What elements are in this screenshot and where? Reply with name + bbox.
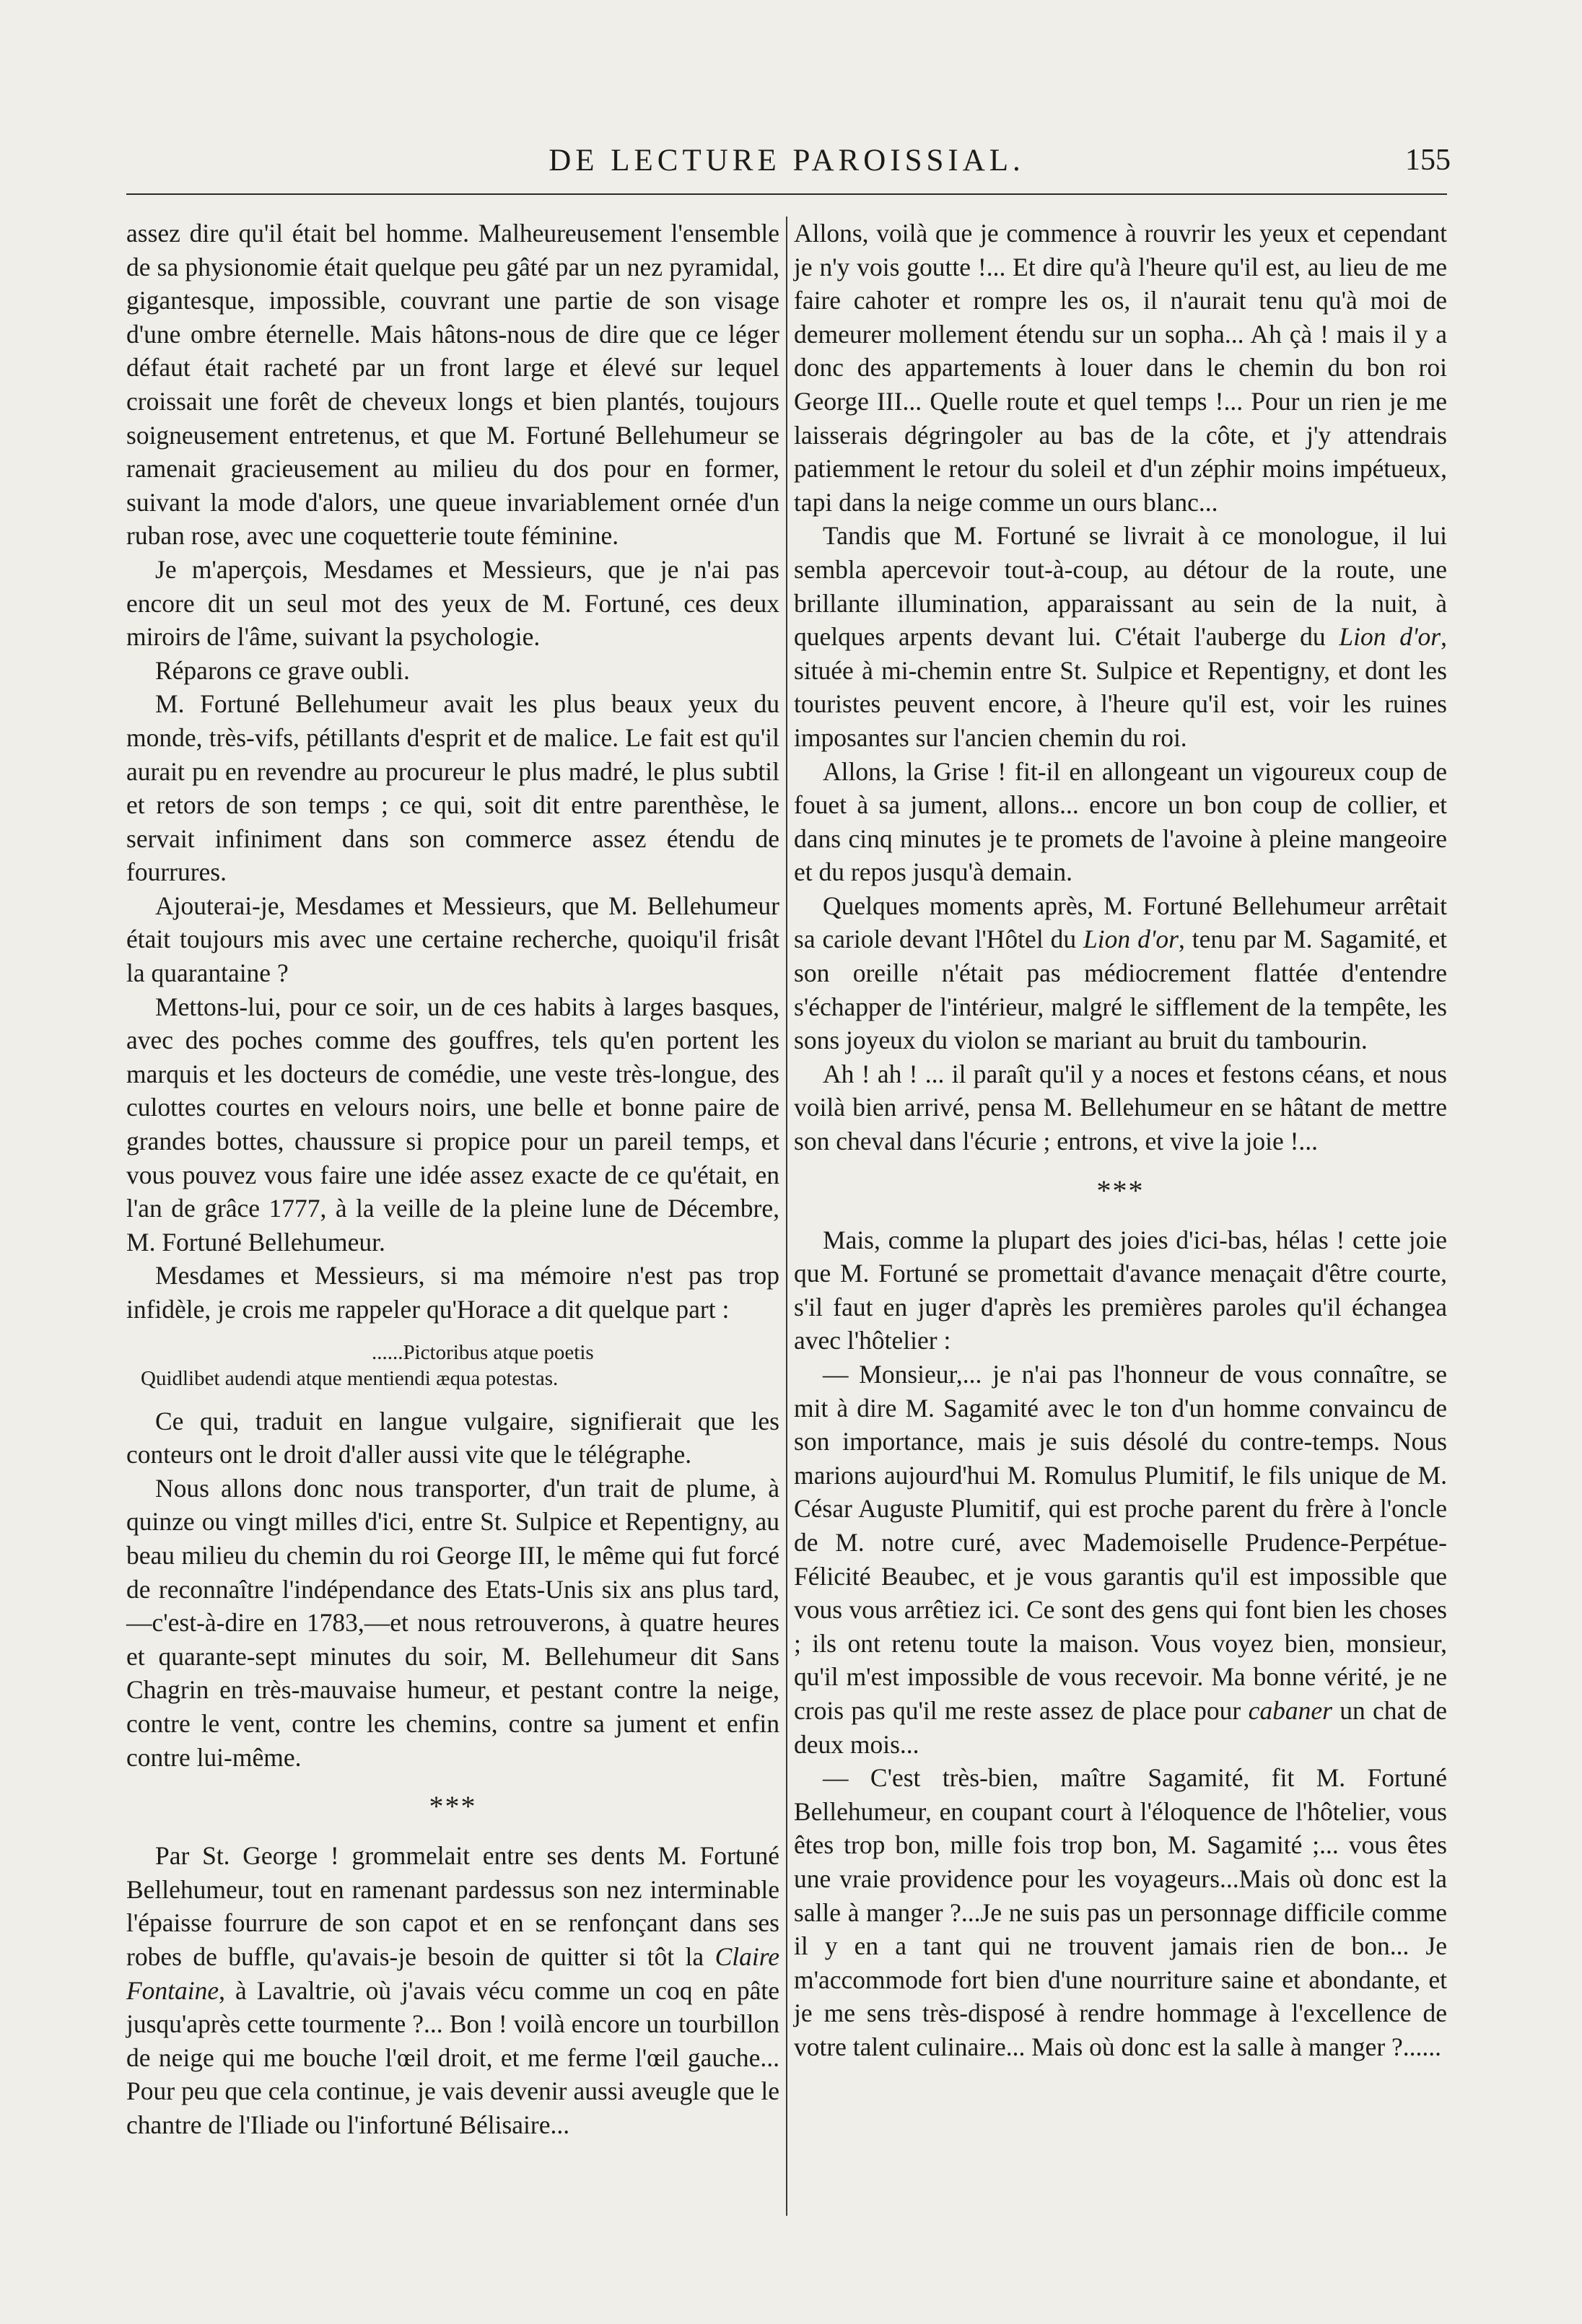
paragraph: Réparons ce grave oubli. bbox=[155, 655, 410, 685]
text-run: un chat de deux mois... bbox=[794, 1695, 1447, 1759]
header-rule bbox=[126, 193, 1447, 195]
paragraph bbox=[794, 519, 1447, 754]
text-run: Quelques moments après, M. Fortuné Bellehumeur arrêtait sa cariole devant l'Hôtel du bbox=[794, 891, 1447, 954]
paragraph: Ah ! ah ! ... il paraît qu'il y a noces et festons céans, et nous voilà bien arrivé, pensa M. Bellehumeur en se hâtant de mettre son cheval dans l'écurie ; entrons, et vive la joie !... bbox=[794, 1059, 1447, 1156]
running-title: DE LECTURE PAROISSIAL. bbox=[549, 144, 1025, 178]
text-run: — Monsieur,... je n'ai pas l'honneur de vous connaître, se mit à dire M. Sagamité avec le ton d'un homme convaincu de son importance, mais je suis désolé du contre-temps. Nous marions aujourd'hui M. Romulus Plumitif, le fils unique de M. César Auguste Plumitif, qui est proche parent du frère à l'oncle de M. notre curé, avec Mademoiselle Prudence-Perpétue-Félicité Beaubec, et je vous garantis qu'il est impossible que vous vous arrêtiez ici. Ce sont des gens qui font bien les choses ; ils ont retenu toute la maison. Vous voyez bien, monsieur, qu'il m'est impossible de vous recevoir. Ma bonne vérité, je ne crois pas qu'il me reste assez de place pour bbox=[794, 1360, 1447, 1725]
paragraph: M. Fortuné Bellehumeur avait les plus beaux yeux du monde, très-vifs, pétillants d'esprit et de malice. Le fait est qu'il aurait pu en revendre au procureur le plus madré, le plus subtil et retors de son temps ; ce qui, soit dit entre parenthèse, le servait infiniment dans son commerce assez étendu de fourrures. bbox=[126, 689, 779, 887]
right-column bbox=[794, 217, 1447, 2063]
section-asterism: *** bbox=[429, 1790, 477, 1823]
paragraph: Mettons-lui, pour ce soir, un de ces habits à larges basques, avec des poches comme des gouffres, tels qu'en portent les marquis et les docteurs de comédie, une veste très-longue, des culottes courtes en velours noirs, une belle et bonne paire de grandes bottes, chaussure si propice pour un pareil temps, et vous pouvez vous faire une idée assez exacte de ce qu'était, en l'an de grâce 1777, à la veille de la pleine lune de Décembre, M. Fortuné Bellehumeur. bbox=[126, 992, 779, 1257]
text-run: Par St. George ! grommelait entre ses dents M. Fortuné Bellehumeur, tout en ramenant pardessus son nez interminable l'épaisse fourrure de son capot et en se renfonçant dans ses robes de buffle, qu'avais-je besoin de quitter si tôt la bbox=[126, 1841, 779, 1971]
italic-word: cabaner bbox=[1248, 1695, 1332, 1725]
verse-line: ......Pictoribus atque poetis bbox=[372, 1340, 594, 1364]
paragraph: Ajouterai-je, Mesdames et Messieurs, que M. Bellehumeur était toujours mis avec une certaine recherche, quoiqu'il frisât la quarantaine ? bbox=[126, 891, 779, 988]
paragraph: Je m'aperçois, Mesdames et Messieurs, que je n'ai pas encore dit un seul mot des yeux de M. Fortuné, ces deux miroirs de l'âme, suivant la psychologie. bbox=[126, 554, 779, 652]
paragraph bbox=[794, 1358, 1447, 1761]
text-run: Tandis que M. Fortuné se livrait à ce monologue, il lui sembla apercevoir tout-à-coup, au détour de la route, une brillante illumination, apparaissant au sein de la nuit, à quelques arpents devant lui. C'était l'auberge du bbox=[794, 521, 1447, 652]
latin-quotation bbox=[126, 1340, 779, 1392]
paragraph: assez dire qu'il était bel homme. Malheureusement l'ensemble de sa physionomie était quelque peu gâté par un nez pyramidal, gigantesque, impossible, couvrant une partie de son visage d'une ombre éternelle. Mais hâtons-nous de dire que ce léger défaut était racheté par un front large et élevé sur lequel croissait une forêt de cheveux longs et bien plantés, toujours soigneusement entretenus, et que M. Fortuné Bellehumeur se ramenait gracieusement au milieu du dos pour en former, suivant la mode d'alors, une queue invariablement ornée d'un ruban rose, avec une coquetterie toute féminine. bbox=[126, 219, 779, 551]
paragraph: Allons, la Grise ! fit-il en allongeant un vigoureux coup de fouet à sa jument, allons... encore un bon coup de collier, et dans cinq minutes je te promets de l'avoine à pleine mangeoire et du repos jusqu'à demain. bbox=[794, 756, 1447, 887]
text-run: , située à mi-chemin entre St. Sulpice et Repentigny, et dont les touristes peuvent encore, à l'heure qu'il est, voir les ruines imposantes sur l'ancien chemin du roi. bbox=[794, 622, 1448, 752]
page-header bbox=[123, 143, 1451, 186]
italic-title: Claire Fontaine bbox=[126, 1941, 779, 2005]
text-run: , à Lavaltrie, où j'avais vécu comme un coq en pâte jusqu'après cette tourmente ?... Bon ! voilà encore un tourbillon de neige qui me bouche l'œil droit, et me ferme l'œil gauche... Pour peu que cela continue, je vais devenir aussi aveugle que le chantre de l'Iliade ou l'infortuné Bélisaire... bbox=[126, 1975, 779, 2139]
paragraph: Nous allons donc nous transporter, d'un trait de plume, à quinze ou vingt milles d'ici, entre St. Sulpice et Repentigny, au beau milieu du chemin du roi George III, le même qui fut forcé de reconnaître l'indépendance des Etats-Unis six ans plus tard,—c'est-à-dire en 1783,—et nous retrouverons, à quatre heures et quarante-sept minutes du soir, M. Bellehumeur dit Sans Chagrin en très-mauvaise humeur, et pestant contre la neige, contre le vent, contre les chemins, contre sa jument et enfin contre lui-même. bbox=[126, 1473, 779, 1772]
page-number: 155 bbox=[1405, 144, 1451, 177]
paragraph: Mesdames et Messieurs, si ma mémoire n'est pas trop infidèle, je crois me rappeler qu'Horace a dit quelque part : bbox=[126, 1261, 779, 1324]
italic-title: Lion d'or bbox=[1083, 925, 1179, 954]
paragraph: Ce qui, traduit en langue vulgaire, signifierait que les conteurs ont le droit d'aller aussi vite que le télégraphe. bbox=[126, 1406, 779, 1469]
paragraph: Mais, comme la plupart des joies d'ici-bas, hélas ! cette joie que M. Fortuné se promettait d'avance menaçait d'être courte, s'il faut en juger d'après les premières paroles qu'il échangea avec l'hôtelier : bbox=[794, 1225, 1447, 1355]
section-asterism: *** bbox=[1096, 1174, 1145, 1207]
italic-title: Lion d'or bbox=[1339, 622, 1441, 652]
verse-line: Quidlibet audendi atque mentiendi æqua potestas. bbox=[141, 1366, 559, 1390]
paragraph bbox=[794, 889, 1447, 1057]
column-divider bbox=[786, 217, 787, 2216]
paragraph: Allons, voilà que je commence à rouvrir les yeux et cependant je n'y vois goutte !... Et dire qu'à l'heure qu'il est, au lieu de me faire cahoter et rompre les os, il n'aurait tenu qu'à moi de demeurer mollement étendu sur un sopha... Ah çà ! mais il y a donc des appartements à louer dans le chemin du bon roi George III... Quelle route et quel temps !... Pour un rien je me laisserais dégringoler au bas de la côte, et j'y attendrais patiemment le retour du soleil et d'un zéphir moins impétueux, tapi dans la neige comme un ours blanc... bbox=[794, 219, 1447, 517]
paragraph bbox=[126, 1839, 779, 2141]
left-column bbox=[126, 217, 779, 2141]
paragraph: — C'est très-bien, maître Sagamité, fit M. Fortuné Bellehumeur, en coupant court à l'éloquence de l'hôtelier, vous êtes trop bon, mille fois trop bon, M. Sagamité ;... vous êtes une vraie providence pour les voyageurs...Mais où donc est la salle à manger ?...Je ne suis pas un personnage difficile comme il y en a tant qui ne trouvent jamais rien de bon... Je m'accommode fort bien d'une nourriture saine et abondante, et je me sens très-disposé à rendre hommage à l'excellence de votre talent culinaire... Mais où donc est la salle à manger ?...... bbox=[794, 1763, 1447, 2061]
text-run: , tenu par M. Sagamité, et son oreille n'était pas médiocrement flattée d'entendre s'échapper de l'intérieur, malgré le sifflement de la tempête, les sons joyeux du violon se mariant au bruit du tambourin. bbox=[794, 925, 1447, 1055]
